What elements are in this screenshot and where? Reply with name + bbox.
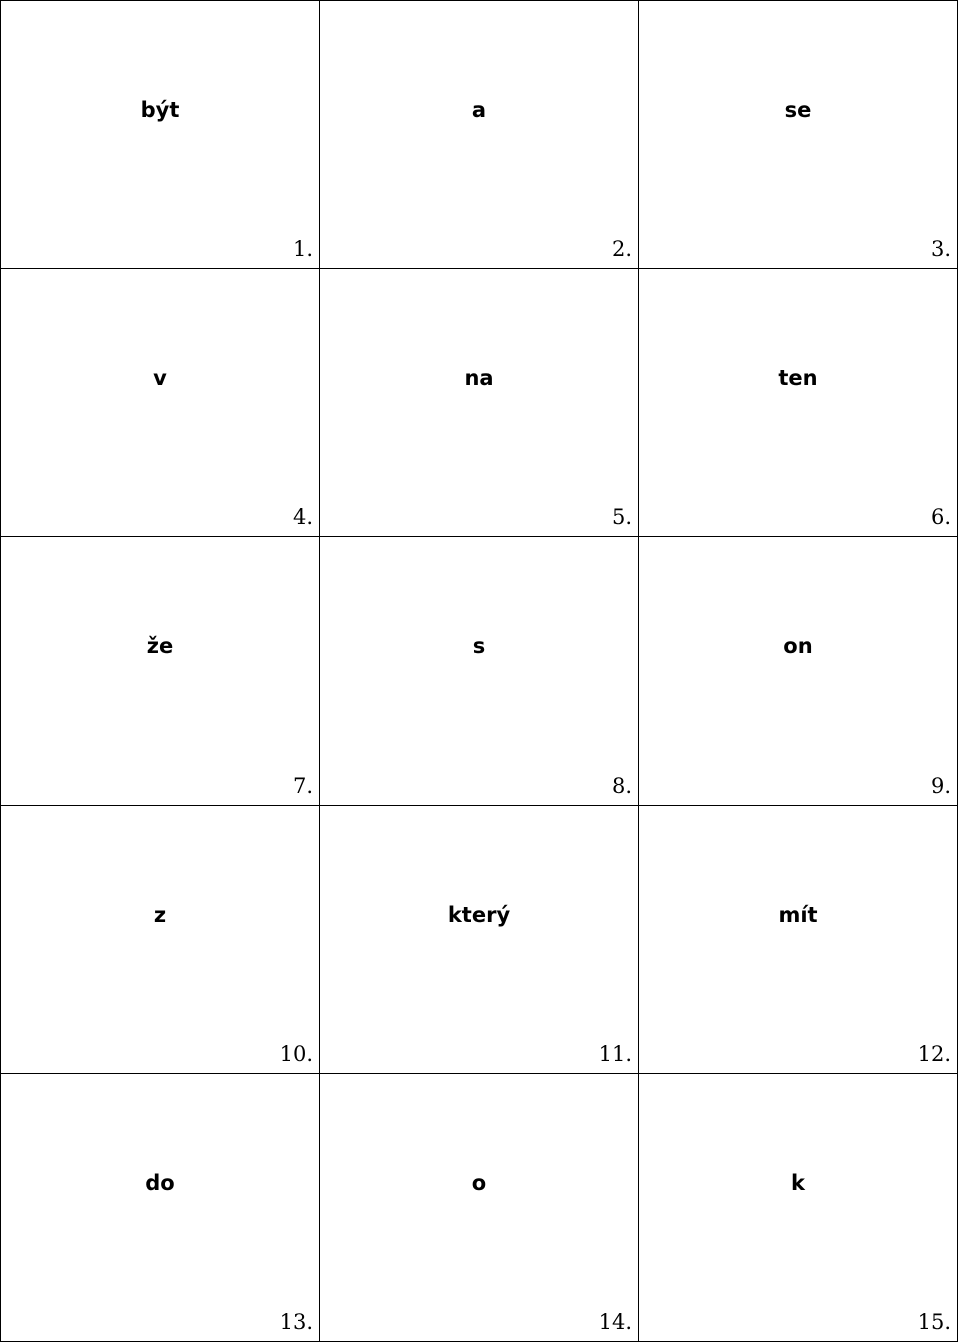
word-card (320, 1, 639, 269)
card-word: z (153, 902, 167, 927)
word-card (639, 269, 958, 537)
word-card (320, 1074, 639, 1342)
card-word: být (140, 98, 180, 122)
card-word: který (447, 902, 511, 927)
word-card (320, 537, 639, 805)
word-card (1, 537, 320, 805)
word-card (320, 269, 639, 537)
card-number: 5. (611, 505, 632, 530)
word-card (639, 1, 958, 269)
card-number: 2. (611, 237, 632, 262)
word-card (639, 537, 958, 805)
card-number: 1. (292, 237, 313, 262)
word-card (1, 269, 320, 537)
word-card (1, 806, 320, 1074)
card-number: 13. (279, 1310, 313, 1334)
card-word: do (145, 1170, 175, 1195)
word-card (1, 1074, 320, 1342)
card-number: 3. (930, 237, 951, 262)
card-word: a (471, 98, 487, 122)
card-number: 12. (917, 1041, 951, 1066)
card-word: se (784, 98, 812, 122)
card-word: o (471, 1170, 487, 1195)
card-number: 7. (292, 773, 313, 798)
card-word: mít (778, 902, 818, 927)
card-number: 10. (279, 1041, 313, 1066)
word-card (320, 806, 639, 1074)
card-word: s (472, 634, 486, 659)
word-card (639, 806, 958, 1074)
card-number: 14. (598, 1310, 632, 1334)
card-number: 6. (930, 505, 951, 530)
card-word: na (464, 366, 494, 391)
word-card (1, 1, 320, 269)
card-word: ten (778, 366, 818, 391)
word-card (639, 1074, 958, 1342)
card-word: k (791, 1170, 805, 1195)
card-number: 4. (292, 505, 313, 530)
card-word: v (153, 366, 167, 391)
card-number: 9. (930, 773, 951, 798)
card-word: on (783, 634, 813, 659)
card-number: 11. (598, 1041, 632, 1066)
card-number: 8. (611, 773, 632, 798)
card-word: že (146, 634, 174, 659)
card-number: 15. (917, 1310, 951, 1334)
